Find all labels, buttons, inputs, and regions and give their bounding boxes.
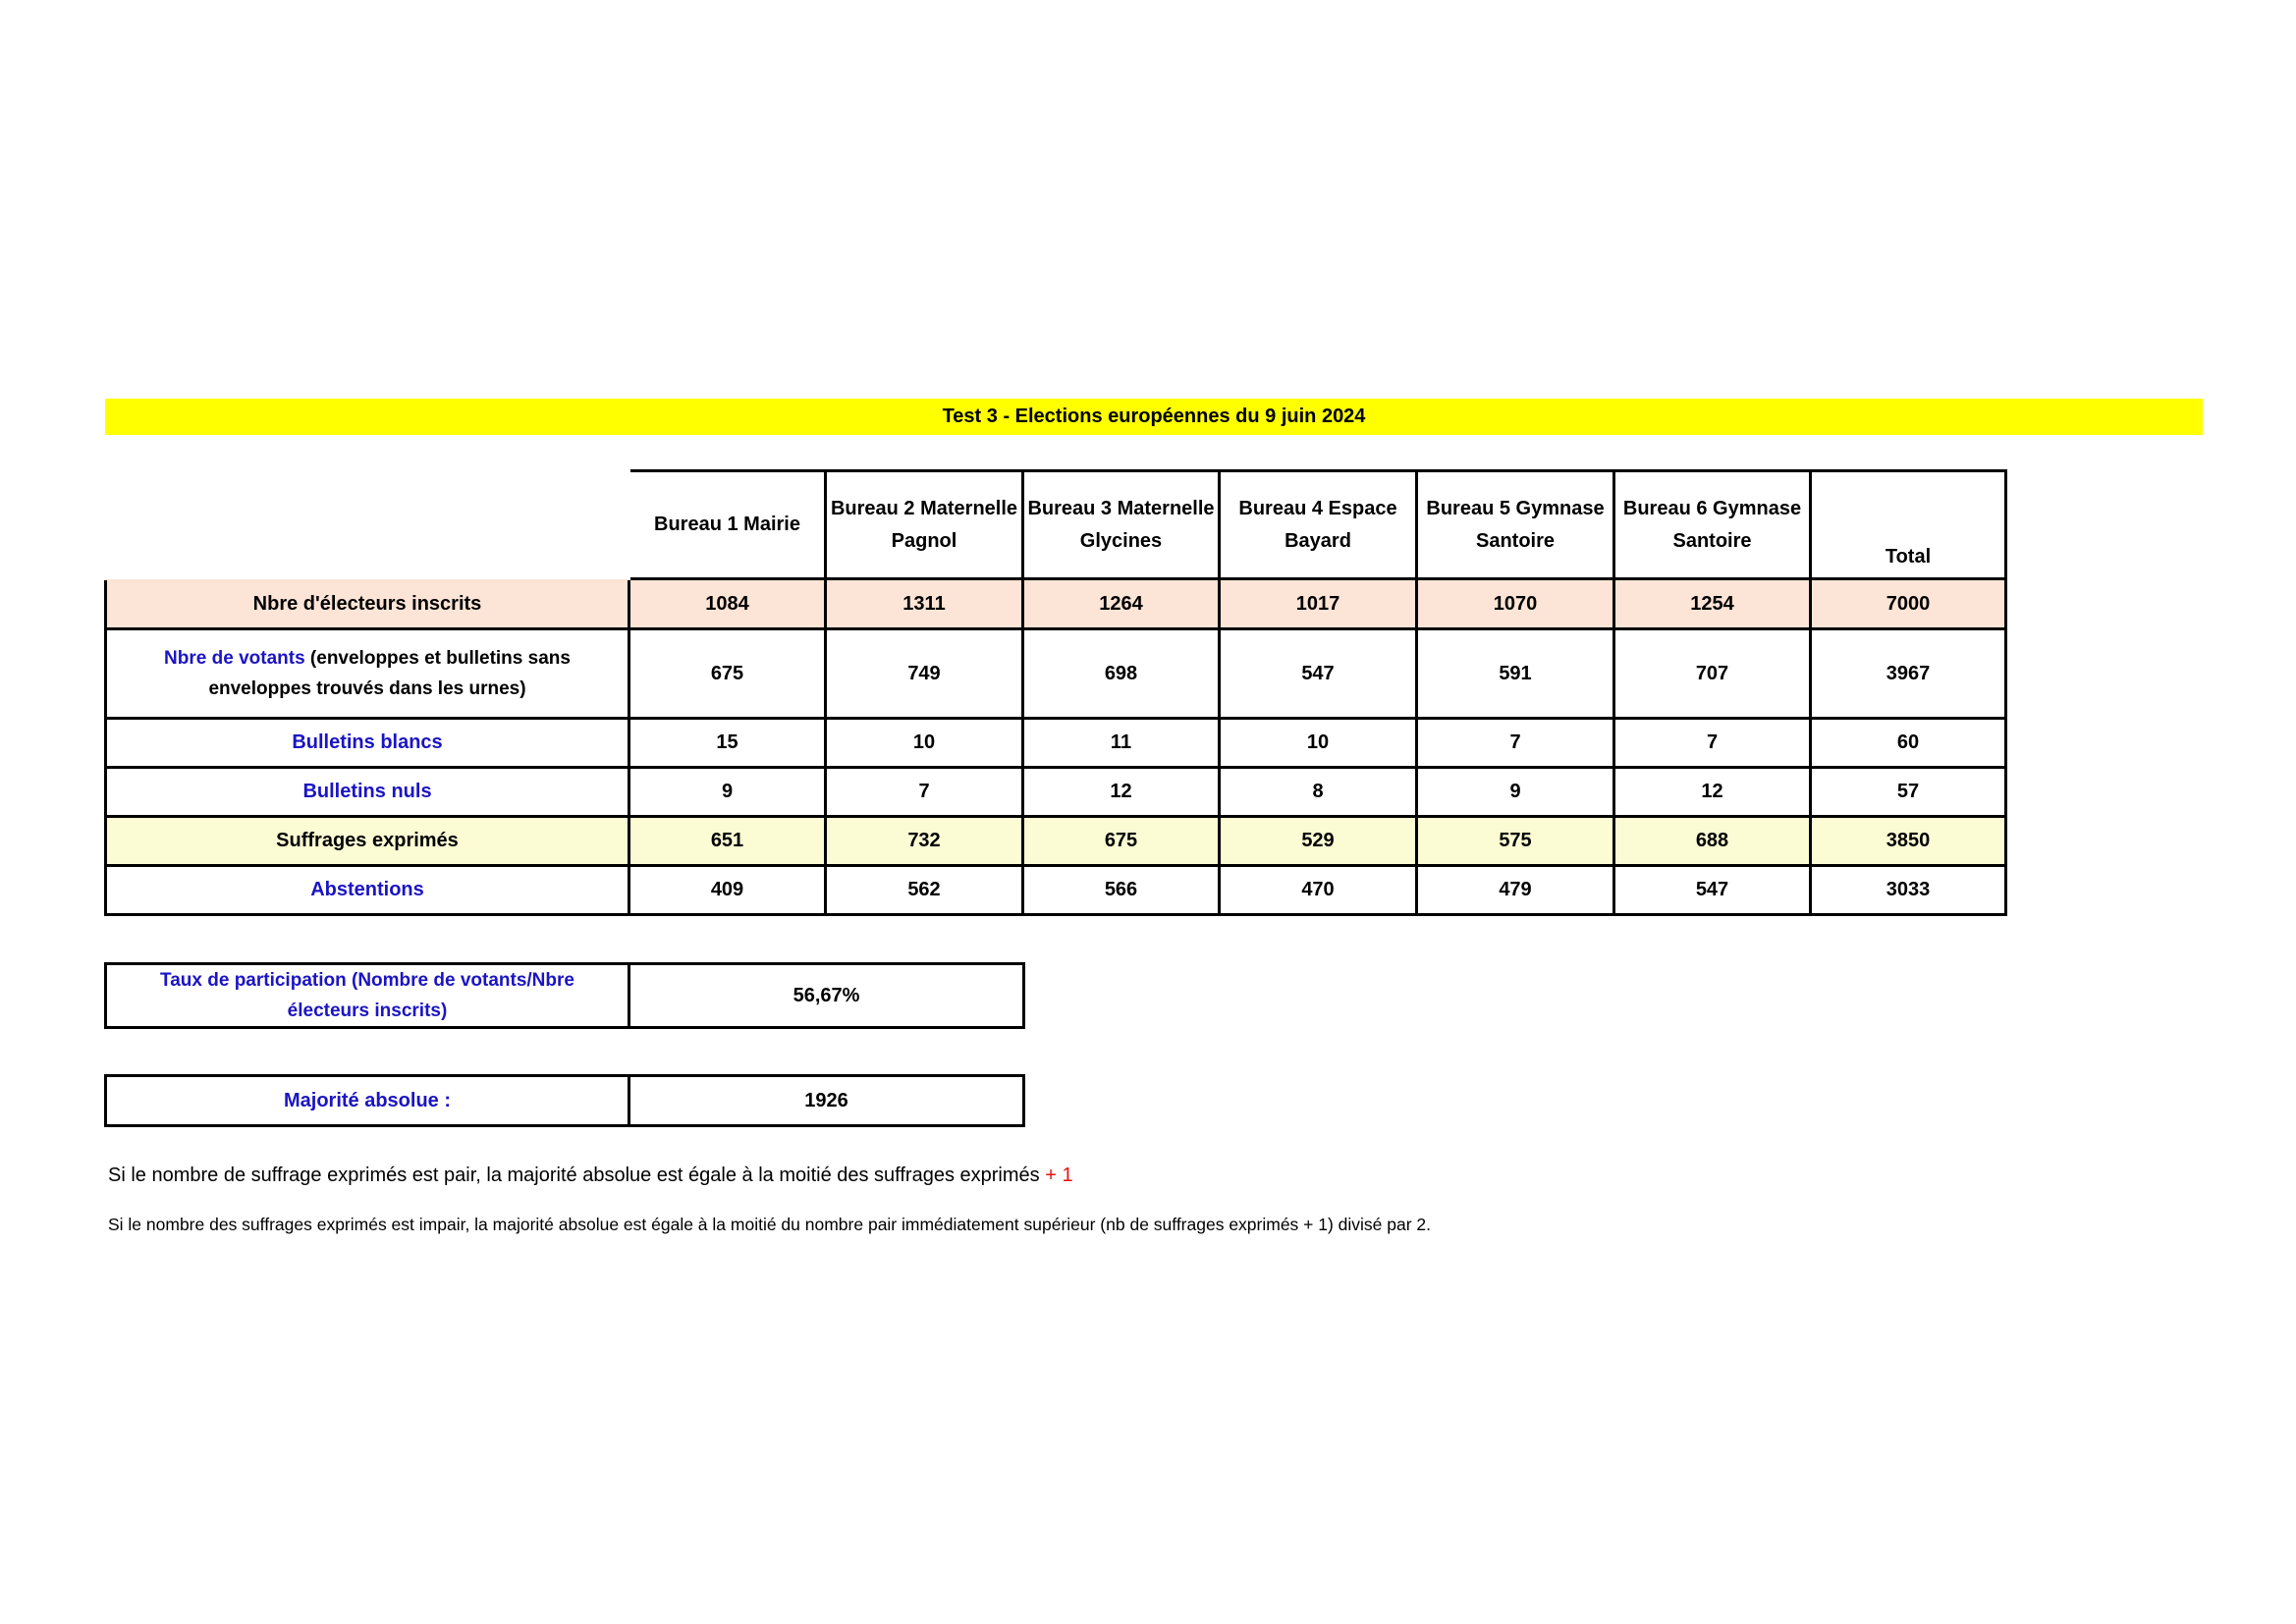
corner-cell [106,471,629,579]
table-row [106,719,2006,768]
column-header: Bureau 4 Espace Bayard [1220,471,1417,579]
table-row [106,866,2006,915]
table-cell-total: 3850 [1811,817,2006,866]
majority-value: 1926 [629,1076,1024,1126]
column-header: Bureau 2 Maternelle Pagnol [826,471,1023,579]
row-label: Nbre d'électeurs inscrits [106,579,629,629]
table-cell: 1311 [826,579,1023,629]
table-cell: 1264 [1023,579,1220,629]
table-cell: 7 [826,768,1023,817]
note-even-suffix: + 1 [1045,1164,1073,1186]
column-header: Bureau 1 Mairie [629,471,826,579]
column-header: Bureau 6 Gymnase Santoire [1614,471,1811,579]
table-cell: 698 [1023,629,1220,719]
table-cell: 10 [826,719,1023,768]
participation-label: Taux de participation (Nombre de votants/Nbre électeurs inscrits) [106,964,629,1028]
table-cell: 12 [1614,768,1811,817]
table-cell-total: 60 [1811,719,2006,768]
table-cell: 1084 [629,579,826,629]
column-header-total: Total [1811,471,2006,579]
row-label: Abstentions [106,866,629,915]
row-label: Suffrages exprimés [106,817,629,866]
row-label-main: Nbre de votants [164,648,305,669]
table-row [106,629,2006,719]
row-label [106,629,629,719]
table-cell: 15 [629,719,826,768]
table-cell: 749 [826,629,1023,719]
table-cell: 12 [1023,768,1220,817]
table-cell: 470 [1220,866,1417,915]
results-table [104,469,2007,916]
table-row [106,817,2006,866]
table-cell: 9 [1417,768,1614,817]
table-cell: 10 [1220,719,1417,768]
table-cell: 8 [1220,768,1417,817]
table-cell: 409 [629,866,826,915]
note-odd-rule: Si le nombre des suffrages exprimés est impair, la majorité absolue est égale à la moitié du nombre pair immédiatement supérieur (nb de suffrages exprimés + 1) divisé par 2. [108,1215,1432,1234]
table-cell: 562 [826,866,1023,915]
table-cell-total: 7000 [1811,579,2006,629]
table-cell: 479 [1417,866,1614,915]
row-label: Bulletins nuls [106,768,629,817]
table-cell: 1070 [1417,579,1614,629]
participation-table [104,962,1025,1029]
table-cell: 7 [1614,719,1811,768]
table-cell: 9 [629,768,826,817]
table-cell: 1017 [1220,579,1417,629]
table-cell: 707 [1614,629,1811,719]
majority-label: Majorité absolue : [106,1076,629,1126]
note-even-text: Si le nombre de suffrage exprimés est pair, la majorité absolue est égale à la moitié des suffrages exprimés [108,1164,1040,1186]
note-even-rule [108,1164,1073,1187]
row-label-extra: (enveloppes et bulletins sans enveloppes trouvés dans les urnes) [208,648,571,699]
table-cell: 732 [826,817,1023,866]
column-header: Bureau 5 Gymnase Santoire [1417,471,1614,579]
table-row [106,768,2006,817]
table-cell: 529 [1220,817,1417,866]
table-cell: 591 [1417,629,1614,719]
table-cell: 575 [1417,817,1614,866]
table-cell: 7 [1417,719,1614,768]
table-cell-total: 57 [1811,768,2006,817]
table-row [106,579,2006,629]
row-label: Bulletins blancs [106,719,629,768]
majority-row [106,1076,1024,1126]
table-cell-total: 3033 [1811,866,2006,915]
column-header: Bureau 3 Maternelle Glycines [1023,471,1220,579]
table-cell: 547 [1614,866,1811,915]
table-cell: 1254 [1614,579,1811,629]
table-cell: 675 [1023,817,1220,866]
participation-row [106,964,1024,1028]
table-cell: 688 [1614,817,1811,866]
table-cell: 651 [629,817,826,866]
page-title: Test 3 - Elections européennes du 9 juin 2024 [105,399,2203,435]
table-cell: 11 [1023,719,1220,768]
table-cell: 547 [1220,629,1417,719]
participation-value: 56,67% [629,964,1024,1028]
table-cell-total: 3967 [1811,629,2006,719]
header-row [106,471,2006,579]
majority-table [104,1074,1025,1127]
table-cell: 675 [629,629,826,719]
table-cell: 566 [1023,866,1220,915]
